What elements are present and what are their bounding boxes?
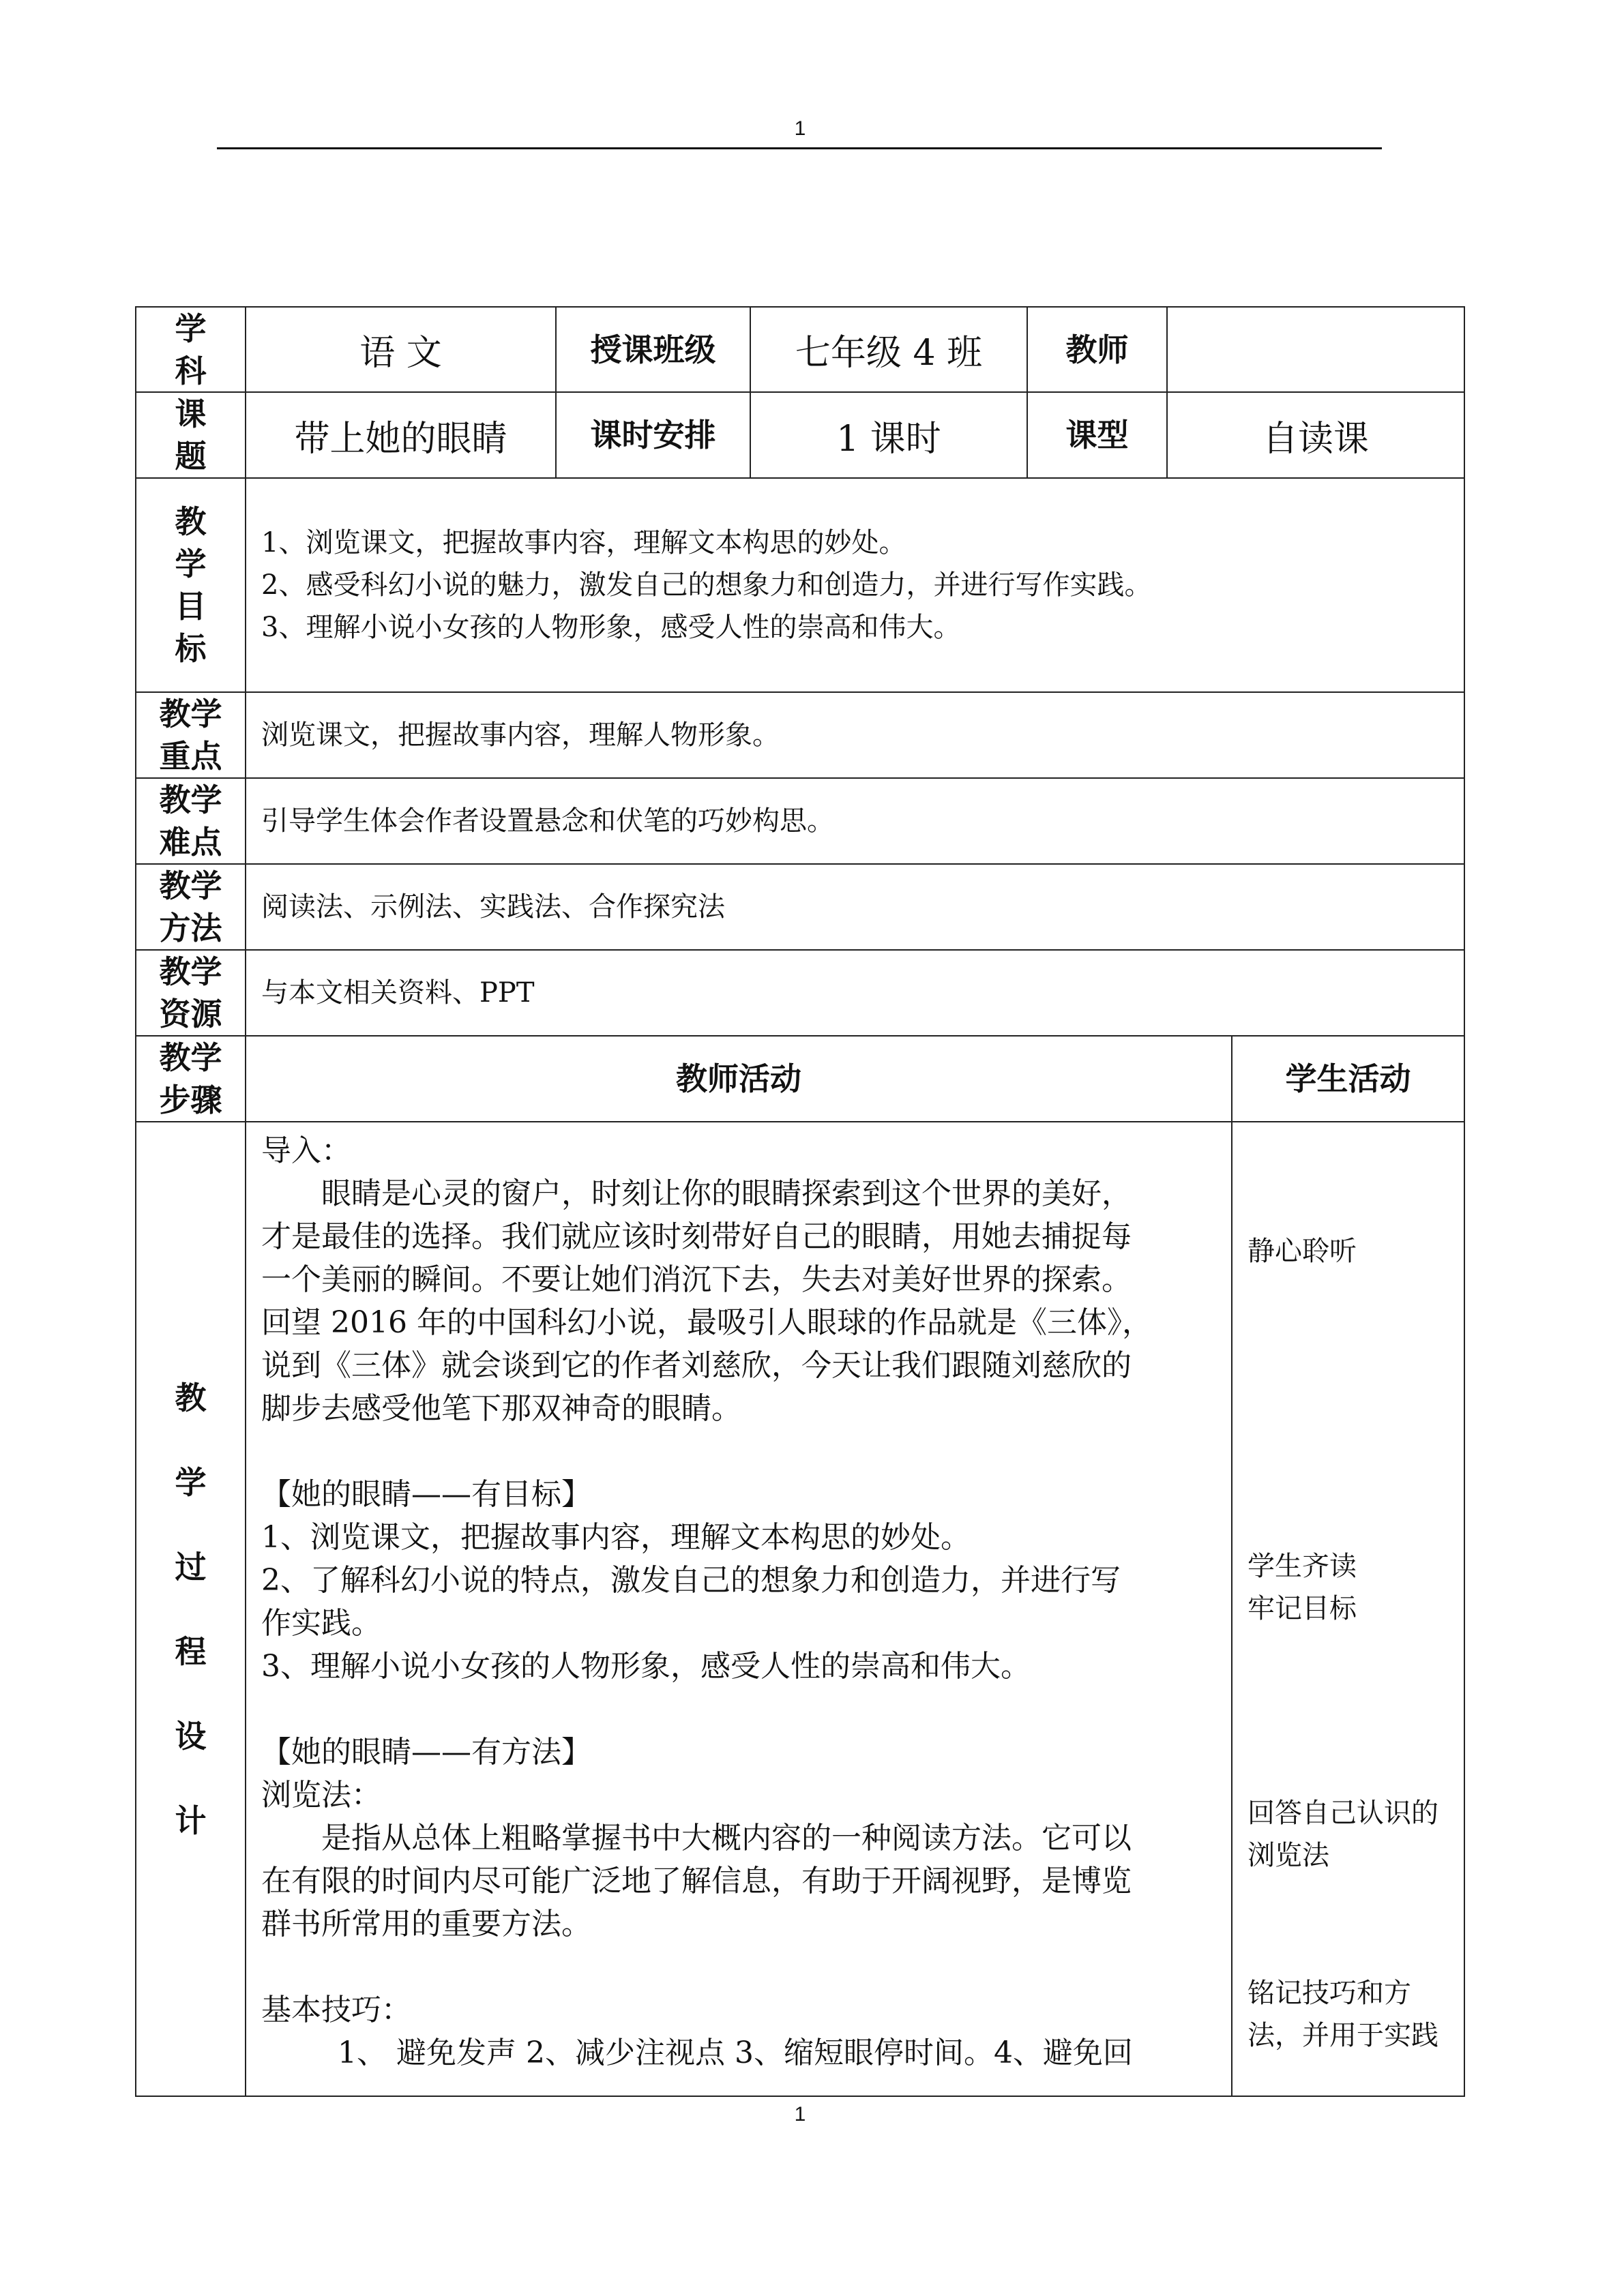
- objectives-label-char: 教: [175, 503, 207, 540]
- difficulties-text: 引导学生体会作者设置悬念和伏笔的巧妙构思。: [261, 805, 834, 837]
- methods-label-line: 方法: [159, 910, 222, 946]
- hours-label: 课时安排: [555, 391, 751, 479]
- student-note-line: 法，并用于实践: [1247, 2020, 1438, 2051]
- steps-label: [135, 1035, 246, 1122]
- teacher-line: 1、 避免发声 2、减少注视点 3、缩短眼停时间。4、避免回: [338, 2036, 1133, 2070]
- teacher-line: 在有限的时间内尽可能广泛地了解信息，有助于开阔视野，是博览: [261, 1864, 1132, 1898]
- teacher-line: 导入：: [261, 1133, 351, 1168]
- methods-text: 阅读法、示例法、实践法、合作探究法: [261, 891, 725, 923]
- steps-label-line: 教学: [159, 1039, 222, 1076]
- student-activity-header: 学生活动: [1231, 1035, 1465, 1122]
- objectives-label: [135, 477, 246, 693]
- subject-value: 语 文: [245, 306, 557, 393]
- key-points-label: [135, 691, 246, 779]
- teacher-activity-header: 教师活动: [245, 1035, 1232, 1122]
- steps-label-line: 步骤: [159, 1082, 222, 1118]
- teacher-line: 脚步去感受他笔下那双神奇的眼睛。: [261, 1391, 741, 1426]
- objectives-label-char: 目: [175, 588, 207, 625]
- teacher-line: [261, 1945, 1219, 1988]
- teacher-line: 1、浏览课文，把握故事内容，理解文本构思的妙处。: [261, 1520, 971, 1555]
- resources-label-line: 教学: [159, 953, 222, 990]
- topic-label-char: 课: [175, 396, 207, 432]
- key-points-label-line: 教学: [159, 696, 222, 732]
- class-label: 授课班级: [555, 306, 751, 393]
- teacher-line: 作实践。: [261, 1606, 381, 1641]
- student-note-line: 静心聆听: [1247, 1236, 1357, 1267]
- subject-label: [135, 306, 246, 393]
- teacher-line: [261, 1688, 1219, 1731]
- objective-item: 3、理解小说小女孩的人物形象，感受人性的崇高和伟大。: [261, 612, 961, 643]
- objective-item: 2、感受科幻小说的魅力，激发自己的想象力和创造力，并进行写作实践。: [261, 569, 1152, 601]
- teacher-line: 浏览法：: [261, 1778, 381, 1813]
- teacher-line: 【她的眼睛——有目标】: [261, 1477, 591, 1512]
- teacher-line: 基本技巧：: [261, 1993, 411, 2027]
- process-label: [135, 1121, 246, 2097]
- teacher-line: 【她的眼睛——有方法】: [261, 1735, 591, 1770]
- teacher-line: 群书所常用的重要方法。: [261, 1907, 591, 1941]
- process-label-char: 程: [175, 1632, 207, 1670]
- teacher-label: 教师: [1027, 306, 1168, 393]
- teacher-line: 3、理解小说小女孩的人物形象，感受人性的崇高和伟大。: [261, 1649, 1031, 1684]
- teacher-line: 一个美丽的瞬间。不要让她们消沉下去，失去对美好世界的探索。: [261, 1262, 1132, 1297]
- difficulties-label: [135, 777, 246, 865]
- key-points-text: 浏览课文，把握故事内容，理解人物形象。: [261, 719, 780, 751]
- student-note-line: 铭记技巧和方: [1247, 1978, 1411, 2009]
- teacher-line: 说到《三体》就会谈到它的作者刘慈欣，今天让我们跟随刘慈欣的: [261, 1348, 1132, 1383]
- subject-label-char: 学: [175, 310, 207, 347]
- footer-page-number: 1: [794, 2103, 806, 2126]
- key-points-label-line: 重点: [159, 738, 222, 775]
- topic-label: [135, 391, 246, 479]
- teacher-line: 才是最佳的选择。我们就应该时刻带好自己的眼睛，用她去捕捉每: [261, 1219, 1132, 1254]
- methods-content: [245, 863, 1465, 951]
- process-label-char: 计: [175, 1802, 207, 1839]
- student-note-line: 回答自己认识的: [1247, 1798, 1438, 1829]
- topic-value: 带上她的眼睛: [245, 391, 557, 479]
- difficulties-label-line: 难点: [159, 824, 222, 861]
- difficulties-label-line: 教学: [159, 781, 222, 818]
- resources-label-line: 资源: [159, 996, 222, 1032]
- teacher-line: 眼睛是心灵的窗户，时刻让你的眼睛探索到这个世界的美好，: [321, 1176, 1132, 1211]
- process-label-char: 教: [175, 1379, 207, 1416]
- key-points-content: [245, 691, 1465, 779]
- student-note-line: 学生齐读: [1247, 1551, 1357, 1582]
- student-note-line: 浏览法: [1247, 1840, 1329, 1871]
- header-rule: [217, 147, 1382, 149]
- student-note: [1247, 1972, 1438, 2057]
- process-label-char: 学: [175, 1463, 207, 1501]
- teacher-line: 是指从总体上粗略掌握书中大概内容的一种阅读方法。它可以: [321, 1821, 1132, 1855]
- objectives-content: [245, 477, 1465, 693]
- process-label-char: 过: [175, 1548, 207, 1585]
- objectives-label-char: 学: [175, 546, 207, 582]
- teacher-line: 2、了解科幻小说的特点，激发自己的想象力和创造力，并进行写: [261, 1563, 1121, 1598]
- teacher-activity-content: [245, 1121, 1232, 2097]
- student-activity-content: [1231, 1121, 1465, 2097]
- process-label-char: 设: [175, 1717, 207, 1755]
- objectives-label-char: 标: [175, 630, 207, 667]
- teacher-line: 回望 2016 年的中国科幻小说，最吸引人眼球的作品就是《三体》，: [261, 1305, 1152, 1340]
- resources-content: [245, 949, 1465, 1037]
- topic-label-char: 题: [175, 438, 207, 475]
- teacher-value: [1166, 306, 1465, 393]
- methods-label: [135, 863, 246, 951]
- class-value: 七年级 4 班: [750, 306, 1028, 393]
- student-note: [1247, 1230, 1357, 1272]
- resources-text: 与本文相关资料、PPT: [261, 977, 535, 1009]
- difficulties-content: [245, 777, 1465, 865]
- lesson-plan-table: [135, 306, 1465, 2097]
- methods-label-line: 教学: [159, 867, 222, 904]
- hours-value: 1 课时: [750, 391, 1028, 479]
- student-note: [1247, 1792, 1438, 1877]
- student-note-line: 牢记目标: [1247, 1593, 1357, 1624]
- objective-item: 1、浏览课文，把握故事内容，理解文本构思的妙处。: [261, 527, 906, 558]
- header-page-number: 1: [794, 117, 806, 140]
- type-value: 自读课: [1166, 391, 1465, 479]
- resources-label: [135, 949, 246, 1037]
- teacher-line: [261, 1430, 1219, 1473]
- type-label: 课型: [1027, 391, 1168, 479]
- student-note: [1247, 1545, 1357, 1630]
- subject-label-char: 科: [175, 352, 207, 389]
